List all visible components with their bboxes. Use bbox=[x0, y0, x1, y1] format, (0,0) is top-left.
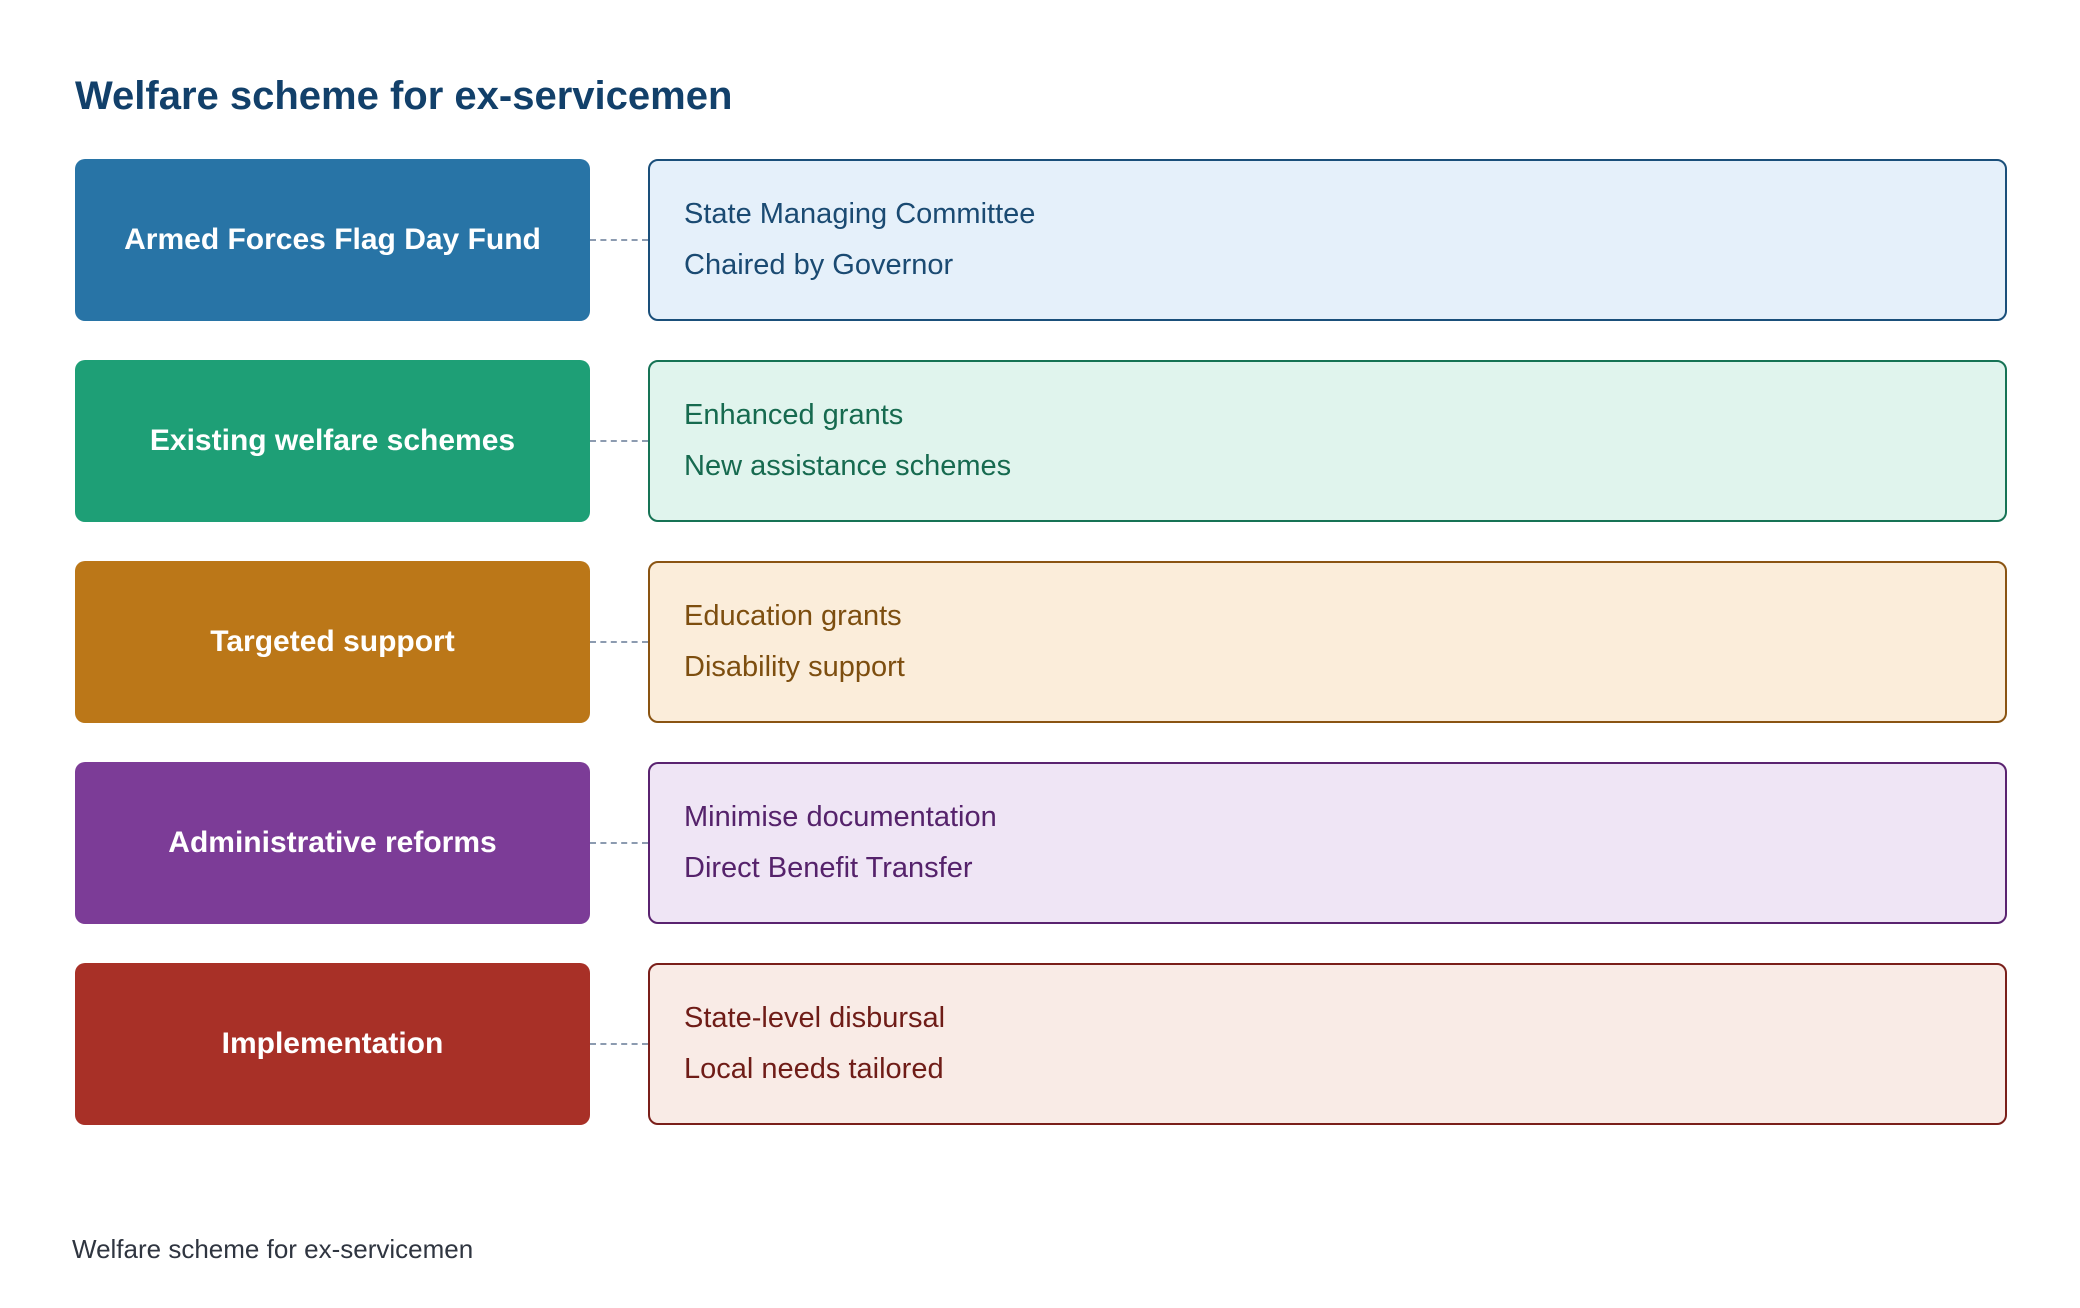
detail-item: Minimise documentation bbox=[684, 801, 997, 833]
detail-item: State-level disbursal bbox=[684, 1002, 946, 1034]
detail-item: Direct Benefit Transfer bbox=[684, 852, 973, 884]
category-label: Targeted support bbox=[210, 625, 455, 658]
detail-item: Local needs tailored bbox=[684, 1053, 944, 1085]
detail-item: New assistance schemes bbox=[684, 450, 1012, 482]
row-armed-forces-flag-day-fund bbox=[75, 159, 2007, 321]
detail-box bbox=[648, 360, 2007, 522]
category-box bbox=[75, 963, 590, 1125]
footer-caption: Welfare scheme for ex-servicemen bbox=[72, 1234, 474, 1264]
category-box bbox=[75, 561, 590, 723]
category-label: Armed Forces Flag Day Fund bbox=[124, 223, 541, 256]
detail-box bbox=[648, 963, 2007, 1125]
detail-item: Disability support bbox=[684, 651, 905, 683]
dashed-connector bbox=[590, 239, 648, 241]
category-label: Existing welfare schemes bbox=[149, 424, 516, 457]
row-administrative-reforms bbox=[75, 762, 2007, 924]
detail-box bbox=[648, 159, 2007, 321]
dashed-connector bbox=[590, 641, 648, 643]
detail-item: State Managing Committee bbox=[684, 198, 1036, 230]
category-box bbox=[75, 762, 590, 924]
page-title: Welfare scheme for ex-servicemen bbox=[75, 74, 733, 118]
row-targeted-support bbox=[75, 561, 2007, 723]
category-box bbox=[75, 159, 590, 321]
detail-item: Education grants bbox=[684, 600, 902, 632]
dashed-connector bbox=[590, 440, 648, 442]
detail-box bbox=[648, 561, 2007, 723]
category-box bbox=[75, 360, 590, 522]
row-existing-welfare-schemes bbox=[75, 360, 2007, 522]
detail-item: Enhanced grants bbox=[684, 399, 904, 431]
detail-box bbox=[648, 762, 2007, 924]
dashed-connector bbox=[590, 842, 648, 844]
row-implementation bbox=[75, 963, 2007, 1125]
category-label: Administrative reforms bbox=[168, 826, 497, 859]
detail-item: Chaired by Governor bbox=[684, 249, 954, 281]
dashed-connector bbox=[590, 1043, 648, 1045]
category-label: Implementation bbox=[221, 1027, 444, 1060]
